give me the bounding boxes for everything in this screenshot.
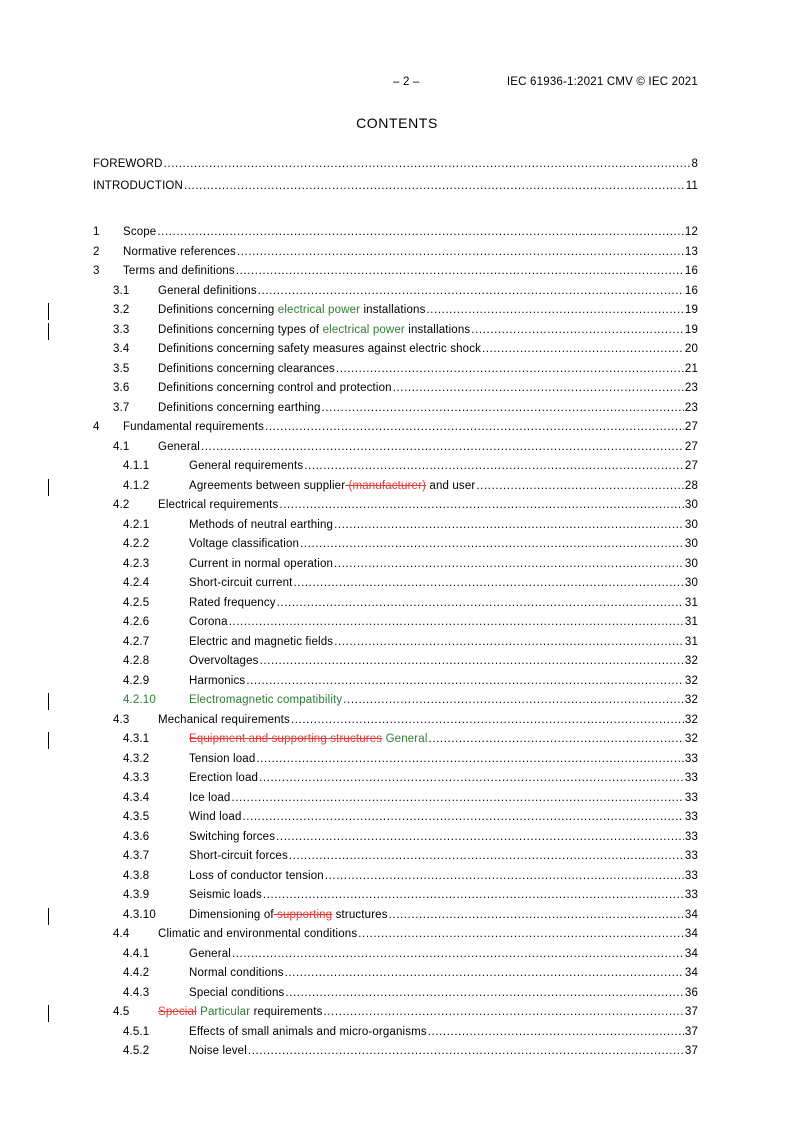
- toc-entry-title: [189, 967, 284, 979]
- title-text: Definitions concerning clearances: [158, 362, 335, 375]
- toc-entry-number: 4.2.6: [123, 616, 150, 628]
- title-text: Fundamental requirements: [123, 421, 265, 433]
- toc-entry-number: 4.2.5: [123, 596, 150, 609]
- dot-leader: [358, 928, 684, 940]
- toc-entry-number: 3.5: [113, 362, 130, 375]
- dot-leader: [259, 772, 684, 784]
- toc-entry[interactable]: [93, 519, 698, 535]
- toc-entry[interactable]: [93, 675, 698, 691]
- title-text: Definitions concerning types of: [158, 323, 323, 336]
- toc-entry[interactable]: [93, 714, 698, 730]
- toc-entry-number: 4.3.9: [123, 889, 150, 901]
- toc-entry-title: [189, 811, 242, 823]
- toc-entry[interactable]: [93, 967, 698, 983]
- title-text: General requirements: [189, 460, 304, 472]
- toc-entry-title: [189, 538, 299, 550]
- inserted-text: General: [385, 733, 428, 745]
- toc-entry[interactable]: [93, 987, 698, 1003]
- toc-entry[interactable]: [93, 226, 698, 242]
- toc-entry-page: 36: [684, 986, 698, 999]
- title-text: Harmonics: [189, 674, 246, 687]
- toc-entry[interactable]: [93, 1026, 698, 1042]
- dot-leader: [276, 831, 684, 843]
- title-text: FOREWORD: [93, 158, 163, 170]
- toc-entry[interactable]: [93, 694, 698, 710]
- dot-leader: [428, 1026, 684, 1038]
- toc-entry[interactable]: [93, 363, 698, 379]
- toc-entry[interactable]: [93, 382, 698, 398]
- toc-entry-number: 4.2.7: [123, 635, 150, 648]
- title-text: Current in normal operation: [189, 557, 334, 570]
- toc-entry-number: 4.3.1: [123, 733, 150, 745]
- dot-leader: [232, 948, 684, 960]
- toc-entry-page: 32: [684, 733, 698, 745]
- dot-leader: [248, 1045, 684, 1057]
- title-text: Normative references: [123, 245, 236, 258]
- toc-entry-page: 33: [684, 791, 698, 804]
- dot-leader: [389, 909, 684, 921]
- dot-leader: [256, 753, 684, 765]
- toc-entry-title: [189, 948, 231, 960]
- change-bar: [48, 323, 49, 340]
- title-text: Corona: [189, 616, 228, 628]
- toc-entry-title: [189, 616, 228, 628]
- toc-entry-number: 3.1: [113, 284, 130, 297]
- toc-entry-page: 37: [684, 1045, 698, 1057]
- toc-entry-page: 33: [684, 869, 698, 882]
- toc-entry-title: [123, 246, 236, 258]
- toc-entry-title: [189, 480, 475, 492]
- toc-entry-number: 3.4: [113, 343, 130, 355]
- title-text: Definitions concerning safety measures against electric shock: [158, 343, 481, 355]
- toc-entry[interactable]: [93, 402, 698, 418]
- toc-entry-page: 27: [684, 440, 698, 453]
- dot-leader: [471, 324, 684, 336]
- title-text: Mechanical requirements: [158, 713, 290, 726]
- dot-leader: [289, 850, 684, 862]
- toc-entry[interactable]: [93, 180, 698, 196]
- toc-entry-title: [158, 363, 335, 375]
- toc-entry-title: [158, 382, 392, 394]
- toc-entry-title: [158, 714, 290, 726]
- dot-leader: [325, 870, 684, 882]
- toc-entry-number: 4.3.4: [123, 791, 150, 804]
- deleted-text: Equipment and supporting structures: [189, 733, 383, 745]
- toc-entry-number: 4.3.5: [123, 811, 150, 823]
- toc-entry-page: 19: [684, 304, 698, 316]
- toc-entry-page: 20: [684, 343, 698, 355]
- dot-leader: [157, 226, 684, 238]
- document-reference: IEC 61936-1:2021 CMV © IEC 2021: [506, 76, 698, 88]
- dot-leader: [164, 158, 691, 170]
- title-text: Seismic loads: [189, 889, 262, 901]
- toc-entry[interactable]: [93, 158, 698, 174]
- page-number: – 2 –: [393, 76, 420, 88]
- toc-entry-number: 4.2.4: [123, 577, 150, 589]
- toc-entry-number: 4.2.10: [123, 694, 156, 706]
- toc-entry-title: [158, 304, 425, 316]
- toc-entry-page: 16: [684, 265, 698, 277]
- dot-leader: [260, 655, 684, 667]
- toc-entry[interactable]: [93, 441, 698, 457]
- toc-entry-title: [189, 655, 259, 667]
- toc-entry-title: [123, 265, 235, 277]
- toc-entry-title: [189, 870, 324, 882]
- toc-entry-title: [189, 987, 284, 999]
- toc-entry[interactable]: [93, 928, 698, 944]
- title-text: requirements: [250, 1006, 323, 1018]
- dot-leader: [304, 460, 684, 472]
- toc-entry[interactable]: [93, 597, 698, 613]
- title-text: structures: [332, 908, 388, 921]
- toc-entry-number: 4.3.3: [123, 772, 150, 784]
- title-text: Voltage classification: [189, 538, 300, 550]
- dot-leader: [476, 480, 684, 492]
- deleted-text: (manufacturer): [345, 479, 427, 492]
- dot-leader: [237, 246, 684, 258]
- toc-entry-number: 3.2: [113, 304, 130, 316]
- toc-entry[interactable]: [93, 753, 698, 769]
- toc-entry-page: 32: [684, 674, 698, 687]
- toc-entry[interactable]: [93, 1006, 698, 1022]
- toc-entry-page: 34: [684, 908, 698, 921]
- toc-entry[interactable]: [93, 1045, 698, 1061]
- toc-entry-number: 3: [93, 265, 100, 277]
- dot-leader: [285, 967, 684, 979]
- dot-leader: [236, 265, 684, 277]
- toc-entry-page: 11: [685, 180, 698, 192]
- toc-entry[interactable]: [93, 870, 698, 886]
- dot-leader: [243, 811, 684, 823]
- dot-leader: [231, 792, 683, 804]
- dot-leader: [277, 597, 684, 609]
- toc-entry-page: 30: [684, 518, 698, 531]
- title-text: Short-circuit current: [189, 577, 293, 589]
- toc-entry-page: 31: [684, 616, 698, 628]
- toc-entry-title: [158, 343, 481, 355]
- dot-leader: [265, 421, 684, 433]
- deleted-text: supporting: [273, 908, 333, 921]
- dot-leader: [336, 363, 684, 375]
- toc-entry-page: 33: [684, 752, 698, 765]
- toc-entry[interactable]: [93, 460, 698, 476]
- title-text: Definitions concerning: [158, 304, 278, 316]
- toc-entry-number: 4.1.2: [123, 479, 150, 492]
- toc-entry-title: [158, 402, 321, 414]
- toc-entry-number: 4.4.3: [123, 986, 150, 999]
- toc-entry-page: 19: [684, 323, 698, 336]
- toc-entry[interactable]: [93, 324, 698, 340]
- title-text: General definitions: [158, 284, 257, 297]
- toc-entry-number: 4.5.2: [123, 1045, 150, 1057]
- toc-entry[interactable]: [93, 889, 698, 905]
- toc-entry-title: [189, 694, 342, 706]
- title-text: Normal conditions: [189, 967, 284, 979]
- toc-entry-number: 4.2.1: [123, 518, 150, 531]
- toc-entry-number: 4.2.8: [123, 655, 150, 667]
- title-text: General: [189, 947, 231, 960]
- toc-entry[interactable]: [93, 577, 698, 593]
- contents-title: CONTENTS: [356, 115, 438, 131]
- toc-entry[interactable]: [93, 655, 698, 671]
- toc-entry[interactable]: [93, 850, 698, 866]
- toc-entry[interactable]: [93, 948, 698, 964]
- title-text: Ice load: [189, 791, 231, 804]
- toc-entry-title: [189, 831, 275, 843]
- toc-entry[interactable]: [93, 831, 698, 847]
- toc-entry[interactable]: [93, 480, 698, 496]
- title-text: Agreements between supplier: [189, 479, 346, 492]
- change-bar: [48, 693, 49, 710]
- toc-entry[interactable]: [93, 421, 698, 437]
- toc-entry-page: 27: [684, 421, 698, 433]
- page-header: [93, 76, 698, 92]
- toc-entry-number: 3.7: [113, 401, 130, 414]
- toc-entry-page: 16: [684, 284, 698, 297]
- toc-entry-number: 2: [93, 245, 100, 258]
- dot-leader: [343, 694, 684, 706]
- toc-entry-page: 30: [684, 538, 698, 550]
- toc-entry-page: 34: [684, 928, 698, 940]
- toc-entry-title: [158, 499, 278, 511]
- toc-entry-page: 33: [684, 850, 698, 862]
- toc-entry-page: 37: [684, 1025, 698, 1038]
- toc-entry-page: 28: [684, 479, 698, 492]
- toc-entry-page: 31: [684, 596, 698, 609]
- toc-entry-number: 4.5: [113, 1006, 130, 1018]
- dot-leader: [429, 733, 684, 745]
- toc-entry-title: [158, 928, 357, 940]
- title-text: General: [158, 440, 200, 453]
- toc-entry-title: [189, 889, 262, 901]
- toc-entry-page: 30: [684, 499, 698, 511]
- title-text: Terms and definitions: [123, 265, 235, 277]
- toc-entry-number: 4.5.1: [123, 1025, 150, 1038]
- toc-entry-number: 4.3: [113, 713, 130, 726]
- toc-entry-page: 30: [684, 577, 698, 589]
- toc-entry-page: 21: [684, 362, 698, 375]
- deleted-text: Special: [158, 1006, 197, 1018]
- toc-entry-number: 4.3.6: [123, 830, 150, 843]
- inserted-text: electrical power: [322, 323, 405, 336]
- title-text: Electrical requirements: [158, 499, 279, 511]
- toc-entry[interactable]: [93, 538, 698, 554]
- toc-entry-title: [189, 850, 288, 862]
- toc-entry-number: 4.4: [113, 928, 130, 940]
- dot-leader: [201, 441, 684, 453]
- title-text: Wind load: [189, 811, 242, 823]
- title-text: Climatic and environmental conditions: [158, 928, 358, 940]
- toc-entry-page: 12: [684, 226, 698, 238]
- title-text: installations: [404, 323, 471, 336]
- toc-entry-number: 4.4.1: [123, 947, 150, 960]
- toc-entry-page: 30: [684, 557, 698, 570]
- toc-entry-title: [189, 675, 245, 687]
- change-bar: [48, 303, 49, 320]
- toc-entry-title: [189, 460, 303, 472]
- toc-entry-page: 27: [684, 460, 698, 472]
- toc-entry-page: 33: [684, 772, 698, 784]
- title-text: Overvoltages: [189, 655, 259, 667]
- toc-entry-title: [158, 285, 257, 297]
- dot-leader: [293, 577, 683, 589]
- toc-entry-title: [189, 519, 333, 531]
- toc-entry-number: 4.3.7: [123, 850, 150, 862]
- title-text: Electric and magnetic fields: [189, 635, 334, 648]
- dot-leader: [334, 636, 684, 648]
- toc-entry[interactable]: [93, 343, 698, 359]
- title-text: Loss of conductor tension: [189, 869, 324, 882]
- toc-entry-page: 37: [684, 1006, 698, 1018]
- toc-entry-number: 4.3.8: [123, 869, 150, 882]
- toc-entry-page: 34: [684, 967, 698, 979]
- title-text: Dimensioning of: [189, 908, 274, 921]
- toc-entry-title: [93, 158, 163, 170]
- toc-entry[interactable]: [93, 285, 698, 301]
- toc-entry-page: 31: [684, 635, 698, 648]
- toc-entry-title: [189, 909, 388, 921]
- toc-entry-number: 4.3.10: [123, 908, 156, 921]
- toc-entry[interactable]: [93, 811, 698, 827]
- toc-entry-number: 4.3.2: [123, 752, 150, 765]
- toc-entry[interactable]: [93, 636, 698, 652]
- title-text: Special conditions: [189, 986, 285, 999]
- dot-leader: [229, 616, 684, 628]
- toc-entry-title: [123, 421, 264, 433]
- toc-entry-title: [158, 324, 470, 336]
- toc-entry-title: [158, 1006, 322, 1018]
- title-text: Switching forces: [189, 830, 276, 843]
- toc-entry[interactable]: [93, 616, 698, 632]
- toc-entry-title: [93, 180, 183, 192]
- dot-leader: [300, 538, 684, 550]
- toc-entry-page: 34: [684, 947, 698, 960]
- toc-entry-number: 4.2: [113, 499, 130, 511]
- title-text: Definitions concerning earthing: [158, 401, 321, 414]
- toc-entry[interactable]: [93, 246, 698, 262]
- toc-entry[interactable]: [93, 909, 698, 925]
- toc-entry-number: 4.1.1: [123, 460, 150, 472]
- toc-entry[interactable]: [93, 772, 698, 788]
- title-text: and user: [426, 479, 476, 492]
- toc-entry-page: 23: [684, 401, 698, 414]
- change-bar: [48, 908, 49, 925]
- inserted-text: Electromagnetic compatibility: [189, 694, 343, 706]
- toc-entry-number: 1: [93, 226, 100, 238]
- toc-entry[interactable]: [93, 792, 698, 808]
- toc-entry-page: 32: [684, 694, 698, 706]
- inserted-text: electrical power: [277, 304, 361, 316]
- toc-entry-page: 32: [684, 655, 698, 667]
- toc-entry[interactable]: [93, 265, 698, 281]
- change-bar: [48, 1005, 49, 1022]
- dot-leader: [323, 1006, 683, 1018]
- toc-entry[interactable]: [93, 499, 698, 515]
- toc-entry-title: [123, 226, 156, 238]
- title-text: Rated frequency: [189, 596, 276, 609]
- toc-entry-title: [189, 753, 255, 765]
- dot-leader: [322, 402, 684, 414]
- inserted-text: Particular: [200, 1006, 251, 1018]
- toc-entry-page: 33: [684, 811, 698, 823]
- toc-entry-title: [189, 733, 428, 745]
- toc-entry-title: [158, 441, 200, 453]
- dot-leader: [426, 304, 683, 316]
- toc-entry[interactable]: [93, 304, 698, 320]
- title-text: Noise level: [189, 1045, 247, 1057]
- toc-entry-title: [189, 558, 333, 570]
- toc-entry-number: 4.4.2: [123, 967, 150, 979]
- dot-leader: [334, 519, 684, 531]
- toc-entry-number: 4.1: [113, 440, 130, 453]
- title-text: Erection load: [189, 772, 259, 784]
- toc-entry-title: [189, 577, 292, 589]
- toc-entry-title: [189, 772, 258, 784]
- title-text: installations: [360, 304, 426, 316]
- dot-leader: [334, 558, 684, 570]
- toc-entry-page: 8: [691, 158, 698, 170]
- dot-leader: [246, 675, 684, 687]
- toc-entry-page: 23: [684, 382, 698, 394]
- title-text: Definitions concerning control and protection: [158, 382, 392, 394]
- toc-entry-number: 3.3: [113, 323, 130, 336]
- title-text: Methods of neutral earthing: [189, 518, 334, 531]
- title-text: Tension load: [189, 752, 256, 765]
- toc-entry-page: 13: [684, 245, 698, 258]
- toc-entry-page: 33: [684, 830, 698, 843]
- title-text: INTRODUCTION: [93, 180, 183, 192]
- change-bar: [48, 732, 49, 749]
- toc-entry[interactable]: [93, 558, 698, 574]
- toc-entry-title: [189, 1026, 427, 1038]
- toc-entry[interactable]: [93, 733, 698, 749]
- toc-entry-title: [189, 597, 276, 609]
- toc-entry-number: 4.2.9: [123, 674, 150, 687]
- toc-entry-page: 32: [684, 713, 698, 726]
- toc-entry-title: [189, 636, 333, 648]
- title-text: Short-circuit forces: [189, 850, 288, 862]
- title-text: Scope: [123, 226, 157, 238]
- dot-leader: [279, 499, 683, 511]
- toc-entry-number: 3.6: [113, 382, 130, 394]
- dot-leader: [184, 180, 685, 192]
- toc-entry-number: 4: [93, 421, 100, 433]
- dot-leader: [263, 889, 684, 901]
- dot-leader: [258, 285, 684, 297]
- change-bar: [48, 479, 49, 496]
- toc-entry-title: [189, 792, 230, 804]
- dot-leader: [482, 343, 684, 355]
- toc-entry-number: 4.2.2: [123, 538, 150, 550]
- toc-entry-number: 4.2.3: [123, 557, 150, 570]
- dot-leader: [393, 382, 684, 394]
- toc-entry-page: 33: [684, 889, 698, 901]
- title-text: Effects of small animals and micro-organisms: [189, 1025, 427, 1038]
- dot-leader: [291, 714, 684, 726]
- dot-leader: [285, 987, 684, 999]
- toc-entry-title: [189, 1045, 247, 1057]
